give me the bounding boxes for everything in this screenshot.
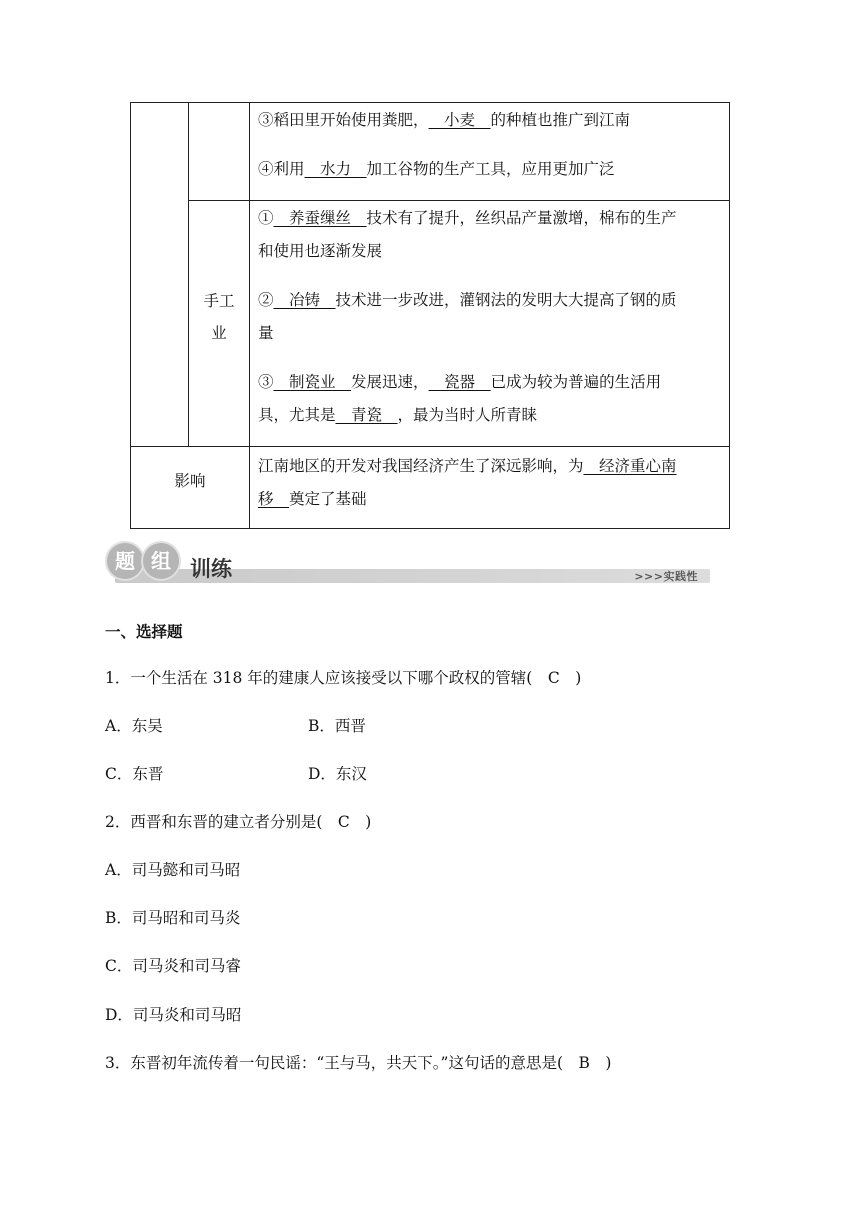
banner-char-circle-2: 组 xyxy=(143,543,179,579)
handicraft-line-1 xyxy=(258,208,677,228)
table-col-line-1 xyxy=(188,103,189,446)
answer-blank: __瓷器__ xyxy=(428,373,491,391)
handicraft-label xyxy=(189,285,249,349)
handicraft-line-4 xyxy=(258,323,274,343)
text: 的种植也推广到江南 xyxy=(490,111,631,129)
handicraft-label-line2: 业 xyxy=(211,324,227,342)
handicraft-line-3 xyxy=(258,290,677,310)
answer-blank: __制瓷业__ xyxy=(273,373,352,391)
banner-title: 训练 xyxy=(190,557,232,581)
question-3: 3．东晋初年流传着一句民谣：“王与马，共天下。”这句话的意思是( B ) xyxy=(105,1054,612,1072)
text: 量 xyxy=(258,324,274,342)
text: 发展迅速， xyxy=(351,373,429,391)
section-banner xyxy=(105,541,710,589)
q1-option-a: A．东吴 xyxy=(105,717,163,735)
text: ③ xyxy=(258,373,274,391)
text: 已成为较为普遍的生活用 xyxy=(490,373,662,391)
question-1: 1．一个生活在 318 年的建康人应该接受以下哪个政权的管辖( C ) xyxy=(105,669,582,687)
q2-option-b: B．司马昭和司马炎 xyxy=(105,909,241,927)
q2-option-c: C．司马炎和司马睿 xyxy=(105,957,241,975)
table-row-line-2 xyxy=(131,446,729,447)
agri-line-3 xyxy=(258,110,630,130)
agri-line-4 xyxy=(258,159,615,179)
text: 江南地区的开发对我国经济产生了深远影响，为 xyxy=(258,457,584,475)
answer-blank: __小麦__ xyxy=(428,111,491,129)
text: 技术有了提升，丝织品产量激增，棉布的生产 xyxy=(366,209,677,227)
text: 技术进一步改进，灌钢法的发明大大提高了钢的质 xyxy=(335,291,677,309)
answer-blank: 移__ xyxy=(258,490,290,508)
handicraft-line-6 xyxy=(258,405,537,425)
banner-char-circle-1: 题 xyxy=(107,543,143,579)
q2-option-a: A．司马懿和司马昭 xyxy=(105,861,241,879)
handicraft-line-5 xyxy=(258,372,661,392)
text: 加工谷物的生产工具，应用更加广泛 xyxy=(366,160,615,178)
answer-blank: __养蚕缫丝__ xyxy=(273,209,367,227)
answer-blank: __经济重心南 xyxy=(583,457,677,475)
text: ③稻田里开始使用粪肥， xyxy=(258,111,429,129)
section-title: 一、选择题 xyxy=(105,623,183,641)
text: ④利用 xyxy=(258,160,305,178)
influence-line-2 xyxy=(258,489,367,509)
text: 具，尤其是 xyxy=(258,406,336,424)
handicraft-line-2 xyxy=(258,241,382,261)
q2-option-d: D．司马炎和司马昭 xyxy=(105,1006,242,1024)
text: 和使用也逐渐发展 xyxy=(258,242,383,260)
answer-blank: __冶铸__ xyxy=(273,291,336,309)
answer-blank: __青瓷__ xyxy=(335,406,398,424)
text: 奠定了基础 xyxy=(289,490,367,508)
table-row-line-1 xyxy=(188,200,729,201)
text: ② xyxy=(258,291,274,309)
question-2: 2．西晋和东晋的建立者分别是( C ) xyxy=(105,813,372,831)
influence-line-1 xyxy=(258,456,677,476)
text: ① xyxy=(258,209,274,227)
answer-blank: __水力__ xyxy=(304,160,367,178)
table-col-line-2 xyxy=(249,103,250,528)
banner-tag: >>>实践性 xyxy=(634,570,698,583)
handicraft-label-line1: 手工 xyxy=(203,292,235,310)
q1-option-b: B．西晋 xyxy=(308,717,366,735)
q1-option-d: D．东汉 xyxy=(308,765,367,783)
text: ，最为当时人所青睐 xyxy=(397,406,538,424)
influence-label: 影响 xyxy=(174,472,206,490)
q1-option-c: C．东晋 xyxy=(105,765,164,783)
